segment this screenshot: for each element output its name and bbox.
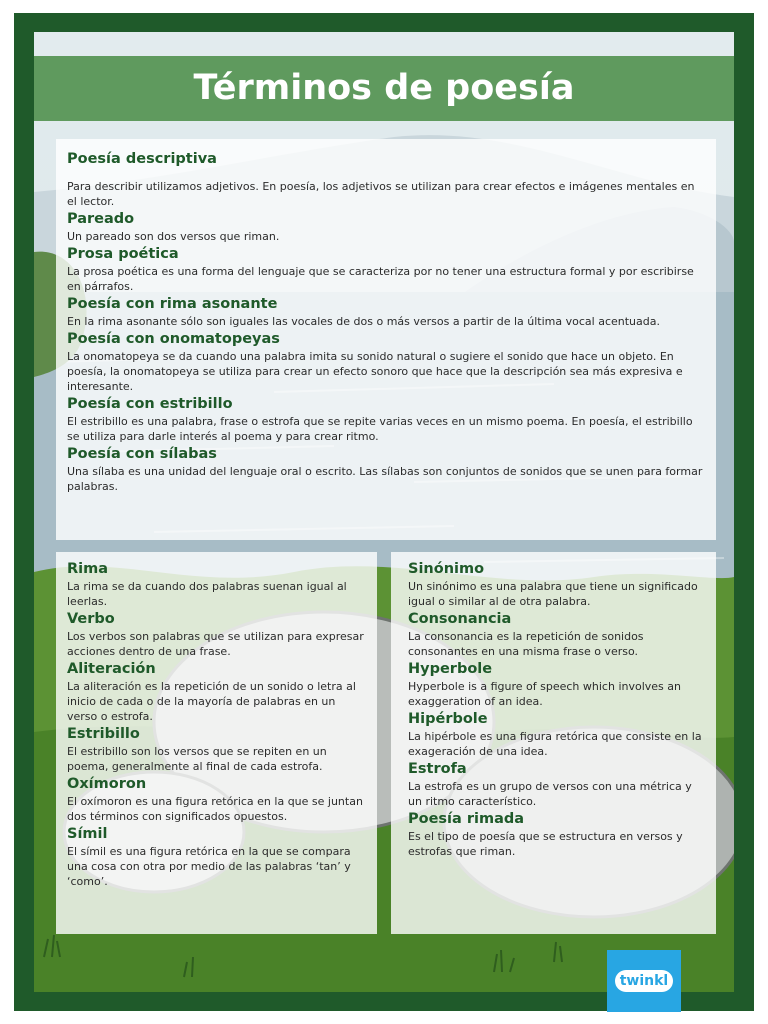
term-definition: El estribillo es una palabra, frase o estrofa que se repite varias veces en un mismo poema. En poesía, el estribillo se utiliza para darle interés al poema y para crear ritmo. (67, 415, 693, 443)
term-rima-asonante (67, 294, 705, 329)
term-onomatopeyas (67, 329, 705, 394)
term-sinonimo (408, 559, 705, 609)
logo-text: twinkl (615, 970, 673, 992)
term-poesia-estribillo (67, 394, 705, 444)
term-definition: En la rima asonante sólo son iguales las vocales de dos o más versos a partir de la última vocal acentuada. (67, 315, 660, 328)
term-heading: Poesía rimada (408, 811, 525, 827)
term-definition: La rima se da cuando dos palabras suenan igual al leerlas. (67, 580, 347, 608)
term-heading: Poesía con estribillo (67, 396, 233, 412)
term-poesia-descriptiva (67, 149, 705, 209)
term-heading: Poesía descriptiva (67, 151, 217, 167)
term-rima (67, 559, 366, 609)
term-heading: Poesía con rima asonante (67, 296, 278, 312)
term-definition: El estribillo son los versos que se repiten en un poema, generalmente al final de cada estrofa. (67, 745, 327, 773)
term-hyperbole (408, 659, 705, 709)
term-heading: Pareado (67, 211, 135, 227)
term-pareado (67, 209, 705, 244)
term-hiperbole (408, 709, 705, 759)
term-consonancia (408, 609, 705, 659)
term-heading: Símil (67, 826, 108, 842)
term-prosa-poetica (67, 244, 705, 294)
term-heading: Consonancia (408, 611, 512, 627)
term-definition: La estrofa es un grupo de versos con una métrica y un ritmo característico. (408, 780, 692, 808)
term-verbo (67, 609, 366, 659)
term-heading: Poesía con sílabas (67, 446, 217, 462)
term-oximoron (67, 774, 366, 824)
term-definition: Un pareado son dos versos que riman. (67, 230, 280, 243)
term-definition: El símil es una figura retórica en la que se compara una cosa con otra por medio de las palabras ‘tan’ y ‘como’. (67, 845, 351, 888)
term-heading: Hipérbole (408, 711, 488, 727)
term-heading: Sinónimo (408, 561, 485, 577)
term-heading: Oxímoron (67, 776, 147, 792)
term-definition: Una sílaba es una unidad del lenguaje oral o escrito. Las sílabas son conjuntos de sonidos que se unen para formar palabras. (67, 465, 703, 493)
page-title: Términos de poesía (34, 56, 734, 121)
top-terms-panel (56, 139, 716, 540)
term-definition: La aliteración es la repetición de un sonido o letra al inicio de cada o de la mayoría de palabras en un verso o estrofa. (67, 680, 356, 723)
term-heading: Hyperbole (408, 661, 493, 677)
term-estrofa (408, 759, 705, 809)
term-heading: Estribillo (67, 726, 140, 742)
term-definition: Un sinónimo es una palabra que tiene un significado igual o similar al de otra palabra. (408, 580, 698, 608)
term-definition: Es el tipo de poesía que se estructura en versos y estrofas que riman. (408, 830, 683, 858)
term-poesia-rimada (408, 809, 705, 859)
term-heading: Rima (67, 561, 109, 577)
left-terms-panel (56, 552, 377, 934)
term-heading: Poesía con onomatopeyas (67, 331, 280, 347)
term-definition: El oxímoron es una figura retórica en la que se juntan dos términos con significados opuestos. (67, 795, 363, 823)
term-heading: Aliteración (67, 661, 156, 677)
term-definition: Para describir utilizamos adjetivos. En poesía, los adjetivos se utilizan para crear efectos e imágenes mentales en el lector. (67, 180, 695, 208)
term-definition: La hipérbole es una figura retórica que consiste en la exageración de una idea. (408, 730, 702, 758)
term-definition: La prosa poética es una forma del lenguaje que se caracteriza por no tener una estructura formal y por escribirse en párrafos. (67, 265, 694, 293)
right-terms-panel (391, 552, 716, 934)
term-estribillo (67, 724, 366, 774)
term-poesia-silabas (67, 444, 705, 494)
term-aliteracion (67, 659, 366, 724)
term-definition: Hyperbole is a figure of speech which involves an exaggeration of an idea. (408, 680, 681, 708)
term-definition: La consonancia es la repetición de sonidos consonantes en una misma frase o verso. (408, 630, 644, 658)
term-simil (67, 824, 366, 889)
term-heading: Verbo (67, 611, 115, 627)
term-definition: La onomatopeya se da cuando una palabra imita su sonido natural o sugiere el sonido que hace un objeto. En poesía, la onomatopeya se utiliza para crear un efecto sonoro que hace que la descripción sea más expresiva e interesante. (67, 350, 683, 393)
term-definition: Los verbos son palabras que se utilizan para expresar acciones dentro de una frase. (67, 630, 364, 658)
twinkl-logo[interactable] (607, 950, 681, 1012)
term-heading: Estrofa (408, 761, 467, 777)
term-heading: Prosa poética (67, 246, 179, 262)
